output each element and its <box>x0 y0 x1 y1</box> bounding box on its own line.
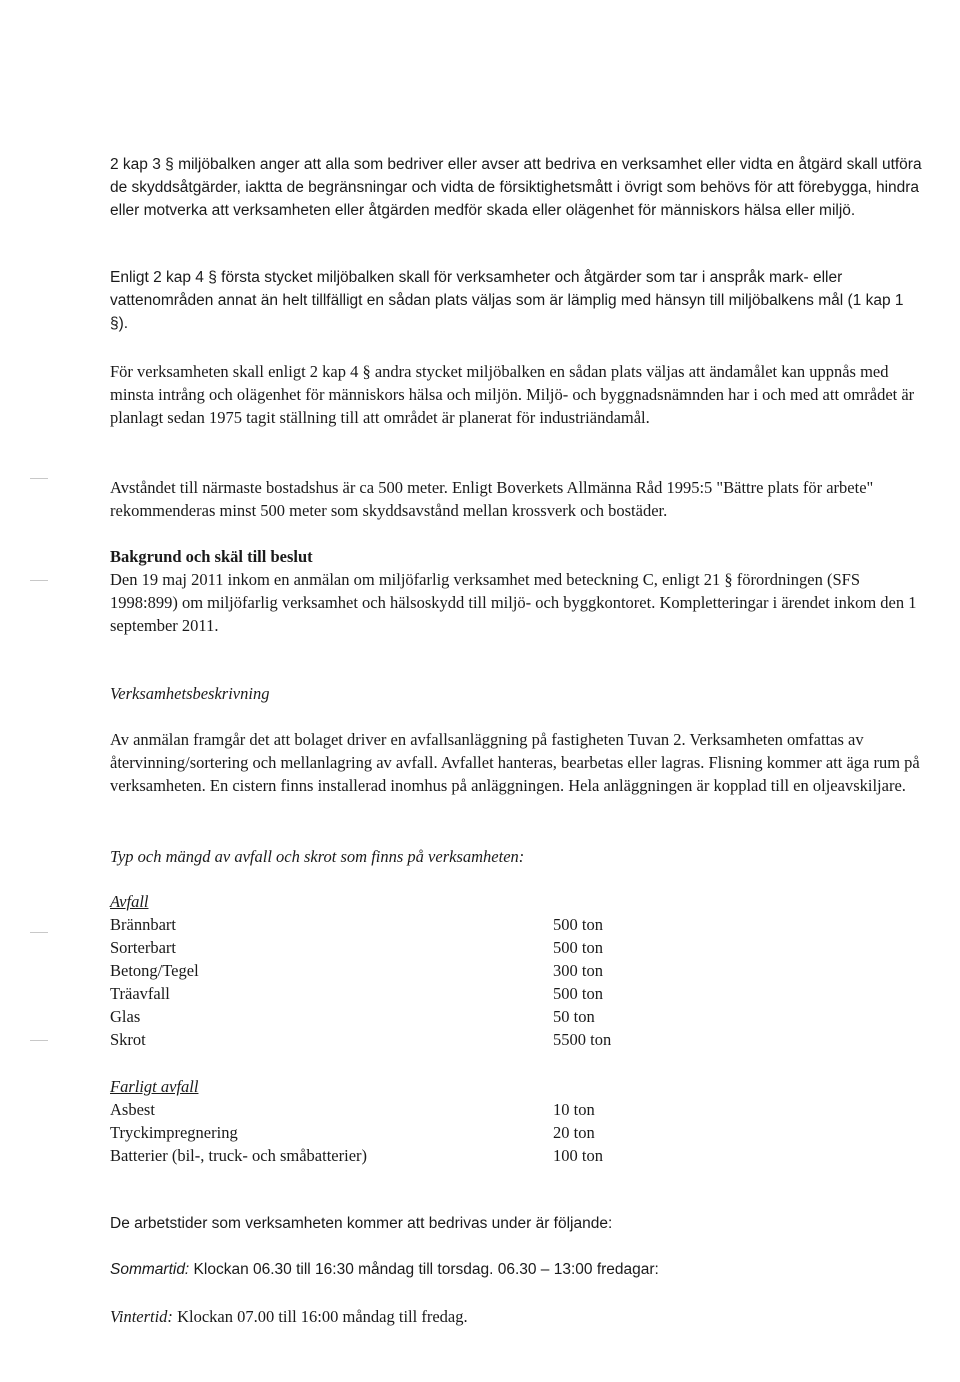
list-item <box>110 1005 710 1028</box>
heading-waste-types: Typ och mängd av avfall och skrot som finns på verksamheten: <box>110 847 525 866</box>
hazardous-amount: 10 ton <box>553 1100 595 1119</box>
paragraph-environmental-code-2-4-first: Enligt 2 kap 4 § första stycket miljöbalken skall för verksamheter och åtgärder som tar i anspråk mark- eller vattenområden annat än helt tillfälligt en sådan plats väljas som är lämplig med hänsyn till miljöbalkens mål (1 kap 1 §). <box>110 269 904 332</box>
list-item <box>110 913 710 936</box>
hazardous-amount: 100 ton <box>553 1146 603 1165</box>
list-item <box>110 959 710 982</box>
paragraph-background: Den 19 maj 2011 inkom en anmälan om miljöfarlig verksamhet med beteckning C, enligt 21 § förordningen (SFS 1998:899) om miljöfarlig verksamhet och hälsoskydd till miljö- och byggkontoret. Kompletteringar i ärendet inkom den 1 september 2011. <box>110 570 917 635</box>
list-item <box>110 982 710 1005</box>
waste-name: Träavfall <box>110 984 170 1003</box>
heading-operations-description: Verksamhetsbeskrivning <box>110 684 270 703</box>
hazardous-name: Asbest <box>110 1100 155 1119</box>
margin-mark <box>30 1040 48 1041</box>
paragraph-distance: Avståndet till närmaste bostadshus är ca 500 meter. Enligt Boverkets Allmänna Råd 1995:5 "Bättre plats för arbete" rekommenderas minst 500 meter som skyddsavstånd mellan krossverk och bostäder. <box>110 478 874 520</box>
summer-hours <box>110 1258 922 1281</box>
list-item <box>110 1098 710 1121</box>
waste-name: Brännbart <box>110 915 176 934</box>
waste-amount: 500 ton <box>553 984 603 1003</box>
list-item <box>110 1144 710 1167</box>
paragraph-working-hours: De arbetstider som verksamheten kommer att bedrivas under är följande: <box>110 1215 613 1232</box>
list-item <box>110 1121 710 1144</box>
waste-amount: 50 ton <box>553 1007 595 1026</box>
hazardous-list-title: Farligt avfall <box>110 1077 199 1096</box>
waste-name: Betong/Tegel <box>110 961 199 980</box>
waste-amount: 500 ton <box>553 938 603 957</box>
paragraph-environmental-code-2-4-second: För verksamheten skall enligt 2 kap 4 § andra stycket miljöbalken en sådan plats väljas att ändamålet kan uppnås med minsta intrång och olägenhet för människors hälsa och miljön. Miljö- och byggnadsnämnden har i och med att området är planlagt sedan 1975 tagit ställning till att området är planerat för industriändamål. <box>110 362 915 427</box>
waste-list <box>110 890 710 1051</box>
margin-mark <box>30 932 48 933</box>
waste-amount: 500 ton <box>553 915 603 934</box>
waste-amount: 300 ton <box>553 961 603 980</box>
margin-mark <box>30 478 48 479</box>
hazardous-amount: 20 ton <box>553 1123 595 1142</box>
hazardous-name: Tryckimpregnering <box>110 1123 238 1142</box>
hazardous-name: Batterier (bil-, truck- och småbatterier) <box>110 1146 368 1165</box>
summer-text: Klockan 06.30 till 16:30 måndag till torsdag. 06.30 – 13:00 fredagar: <box>189 1261 659 1278</box>
waste-name: Sorterbart <box>110 938 176 957</box>
winter-text: Klockan 07.00 till 16:00 måndag till fredag. <box>172 1307 468 1326</box>
paragraph-environmental-code-2-3: 2 kap 3 § miljöbalken anger att alla som bedriver eller avser att bedriva en verksamhet eller vidta en åtgärd skall utföra de skyddsåtgärder, iaktta de begränsningar och vidta de försiktighetsmått i övrigt som behövs för att förebygga, hindra eller motverka att verksamheten eller åtgärden medför skada eller olägenhet för människors hälsa eller miljö. <box>110 156 922 219</box>
waste-list-title: Avfall <box>110 892 149 911</box>
waste-amount: 5500 ton <box>553 1030 612 1049</box>
winter-hours <box>110 1305 922 1328</box>
winter-label: Vintertid: <box>110 1307 173 1326</box>
waste-name: Glas <box>110 1007 141 1026</box>
waste-name: Skrot <box>110 1030 146 1049</box>
margin-mark <box>30 580 48 581</box>
hazardous-waste-list <box>110 1075 710 1167</box>
list-item <box>110 1028 710 1051</box>
paragraph-operations-description: Av anmälan framgår det att bolaget driver en avfallsanläggning på fastigheten Tuvan 2. Verksamheten omfattas av återvinning/sortering och mellanlagring av avfall. Avfallet hanteras, bearbetas eller lagras. Flisning kommer att äga rum på verksamheten. En cistern finns installerad inomhus på anläggningen. Hela anläggningen är kopplad till en oljeavskiljare. <box>110 730 920 795</box>
list-item <box>110 936 710 959</box>
summer-label: Sommartid: <box>110 1261 190 1278</box>
heading-background: Bakgrund och skäl till beslut <box>110 547 313 566</box>
